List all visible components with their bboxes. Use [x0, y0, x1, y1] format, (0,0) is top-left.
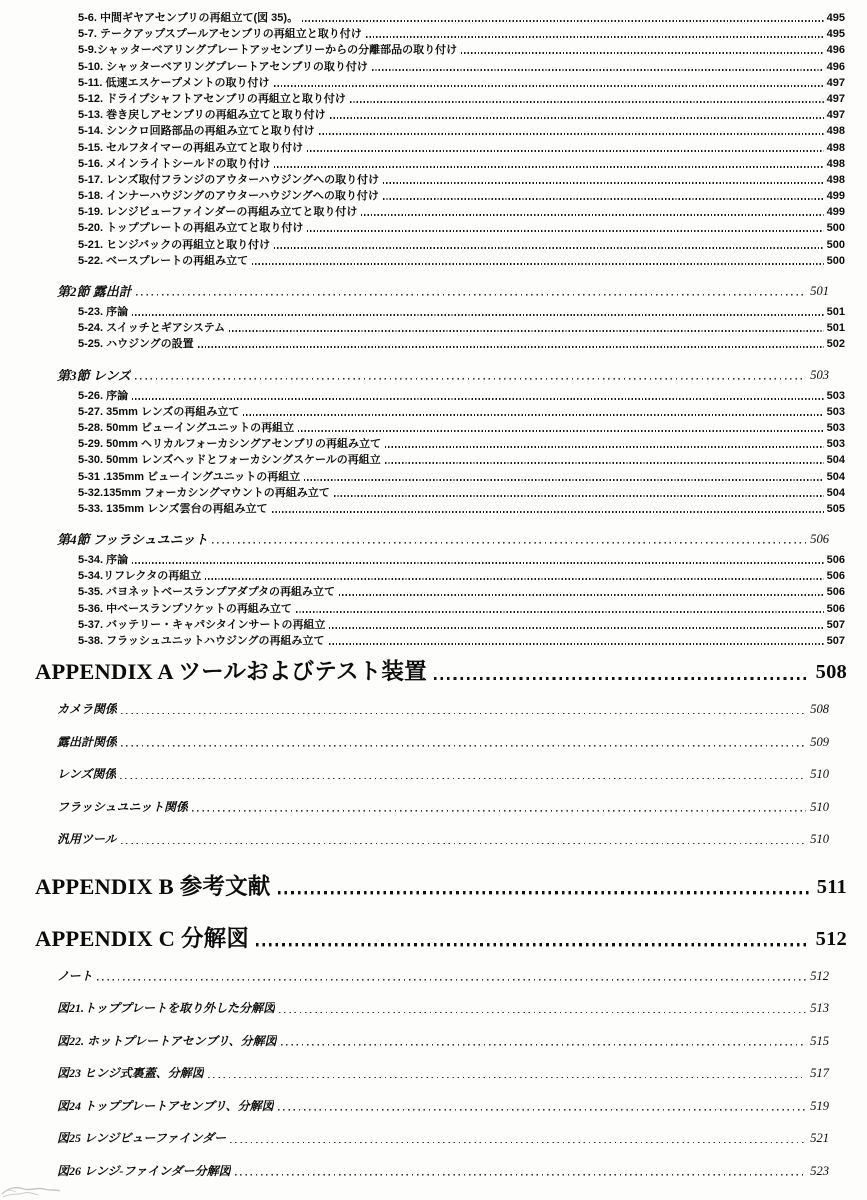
- toc-entry[interactable]: [78, 12, 845, 24]
- toc-entry-label: 5-33. 135mm レンズ雲台の再組み立て: [78, 502, 268, 515]
- toc-entry-page: 503: [826, 421, 845, 434]
- toc-entry-label: 5-24. スイッチとギアシステム: [78, 322, 226, 335]
- toc-entry-label: 図24 トッププレートアセンブリ、分解図: [57, 1099, 274, 1113]
- toc-entry-label: 5-29. 50mm ヘリカルフォーカシングアセンブリの再組み立て: [78, 438, 382, 451]
- toc-entry[interactable]: [57, 768, 829, 781]
- dot-leader: [434, 677, 810, 680]
- dot-leader: [385, 446, 824, 448]
- dot-leader: [132, 314, 824, 316]
- toc-entry[interactable]: [78, 603, 845, 615]
- toc-entry-page: 512: [810, 968, 829, 983]
- toc-entry[interactable]: [57, 736, 829, 749]
- dot-leader: [121, 713, 806, 715]
- dot-leader: [339, 594, 824, 596]
- toc-entry[interactable]: [78, 487, 845, 499]
- toc-entry-label: 第3節 レンズ: [57, 368, 132, 382]
- toc-entry-label: 5-32.135mm フォーカシングマウントの再組み立て: [78, 486, 330, 499]
- dot-leader: [274, 166, 823, 168]
- dot-leader: [132, 562, 824, 564]
- toc-entry-page: 503: [826, 405, 845, 418]
- toc-entry[interactable]: [78, 77, 845, 89]
- dot-leader: [296, 611, 824, 613]
- toc-entry-label: レンズ関係: [57, 768, 117, 782]
- toc-entry-label: 5-21. ヒンジバックの再組立と取り付け: [78, 238, 271, 251]
- toc-entry[interactable]: [78, 454, 845, 466]
- toc-entry-label: 図25 レンジビューファインダー: [57, 1132, 227, 1146]
- toc-entry-page: 508: [815, 661, 847, 684]
- dot-leader: [361, 214, 823, 216]
- toc-entry-label: 5-34. 序論: [78, 554, 129, 567]
- dot-leader: [302, 20, 824, 22]
- dot-leader: [136, 294, 806, 296]
- toc-entry-label: 図23 ヒンジ式裏蓋、分解図: [57, 1067, 204, 1081]
- toc-entry-label: 5-6. 中間ギヤアセンブリの再組立て(図 35)。: [78, 12, 299, 24]
- toc-entry-page: 521: [810, 1131, 829, 1146]
- toc-entry-page: 515: [810, 1033, 829, 1048]
- toc-entry-page: 495: [826, 28, 845, 41]
- toc-entry[interactable]: [78, 174, 845, 186]
- dot-leader: [372, 69, 824, 71]
- toc-entry[interactable]: [57, 1002, 829, 1015]
- toc-entry-page: 504: [826, 454, 845, 467]
- toc-entry[interactable]: [35, 874, 847, 900]
- dot-leader: [329, 627, 823, 629]
- toc-entry-label: 露出計関係: [57, 735, 118, 749]
- dot-leader: [97, 979, 807, 981]
- toc-entry-page: 498: [826, 125, 845, 138]
- dot-leader: [208, 1077, 807, 1079]
- dot-leader: [135, 378, 806, 380]
- toc-entry[interactable]: [78, 322, 845, 334]
- toc-entry-page: 499: [826, 190, 845, 203]
- toc-entry-label: 5-14. シンクロ回路部品の再組み立てと取り付け: [78, 125, 315, 138]
- toc-entry[interactable]: [78, 190, 845, 202]
- scan-smudge-artifact: [0, 1182, 70, 1200]
- toc-entry[interactable]: [78, 239, 845, 251]
- toc-entry-page: 519: [810, 1098, 829, 1113]
- toc-entry-page: 501: [826, 322, 845, 335]
- toc-entry-page: 500: [826, 238, 845, 251]
- toc-entry-label: 5-12. ドライブシャフトアセンブリの再組立と取り付け: [78, 92, 346, 105]
- toc-entry-label: 5-18. インナーハウジングのアウターハウジングへの取り付け: [78, 190, 379, 203]
- toc-entry-page: 503: [810, 367, 829, 382]
- toc-entry-label: APPENDIX C 分解図: [35, 925, 250, 951]
- dot-leader: [281, 1044, 807, 1046]
- toc-entry-page: 505: [826, 502, 845, 515]
- toc-entry-label: APPENDIX B 参考文献: [35, 873, 271, 899]
- toc-entry-label: 5-13. 巻き戻しアセンブリの再組み立てと取り付け: [78, 109, 326, 122]
- toc-entry[interactable]: [78, 255, 845, 267]
- toc-entry[interactable]: [78, 158, 845, 170]
- toc-entry[interactable]: [78, 93, 845, 105]
- toc-entry-page: 502: [826, 338, 845, 351]
- toc-entry[interactable]: [78, 306, 845, 318]
- dot-leader: [198, 346, 824, 348]
- toc-entry-label: 5-16. メインライトシールドの取り付け: [78, 157, 271, 170]
- dot-leader: [235, 1174, 807, 1176]
- toc-entry[interactable]: [78, 338, 845, 350]
- toc-entry-page: 497: [826, 76, 845, 89]
- toc-entry-label: 図21.トッププレートを取り外した分解図: [57, 1002, 276, 1016]
- toc-entry-label: 5-30. 50mm レンズヘッドとフォーカシングスケールの再組立: [78, 454, 381, 467]
- toc-entry-label: 第2節 露出計: [57, 285, 132, 298]
- toc-entry[interactable]: [78, 422, 845, 434]
- dot-leader: [307, 230, 823, 232]
- toc-entry-label: 5-23. 序論: [78, 306, 129, 318]
- toc-entry[interactable]: [78, 635, 845, 647]
- dot-leader: [229, 330, 823, 332]
- toc-entry-page: 506: [826, 602, 845, 615]
- dot-leader: [461, 52, 824, 54]
- toc-entry-label: 5-34.リフレクタの再組立: [78, 570, 202, 583]
- toc-entry-page: 506: [826, 554, 845, 567]
- toc-entry-page: 496: [826, 60, 845, 73]
- toc-entry[interactable]: [78, 570, 845, 582]
- dot-leader: [252, 263, 824, 265]
- toc-entry-label: 5-20. トッププレートの再組み立てと取り付け: [78, 222, 304, 235]
- toc-entry-page: 507: [826, 635, 845, 647]
- toc-entry[interactable]: [78, 28, 845, 40]
- toc-entry[interactable]: [78, 586, 845, 598]
- toc-entry-page: 498: [826, 141, 845, 154]
- dot-leader: [304, 479, 823, 481]
- dot-leader: [298, 430, 824, 432]
- dot-leader: [205, 578, 823, 580]
- toc-entry-page: 506: [826, 586, 845, 599]
- dot-leader: [274, 247, 824, 249]
- toc-entry-label: ノート: [57, 969, 93, 983]
- dot-leader: [350, 101, 824, 103]
- toc-entry-page: 506: [810, 532, 829, 547]
- toc-entry[interactable]: [78, 44, 845, 56]
- dot-leader: [256, 943, 810, 946]
- toc-entry[interactable]: [57, 1035, 829, 1048]
- toc-entry-page: 509: [810, 734, 829, 749]
- toc-entry[interactable]: [78, 406, 845, 418]
- toc-entry-page: 497: [826, 92, 845, 105]
- dot-leader: [329, 643, 824, 645]
- toc-entry-label: フラッシュユニット関係: [57, 800, 189, 814]
- toc-entry-page: 510: [810, 832, 829, 847]
- toc-entry[interactable]: [57, 1165, 829, 1178]
- toc-entry-label: 5-7. テークアップスプールアセンブリの再組立と取り付け: [78, 28, 362, 41]
- dot-leader: [278, 1109, 807, 1111]
- toc-entry-page: 504: [826, 486, 845, 499]
- toc-entry-page: 511: [816, 875, 847, 898]
- toc-entry[interactable]: [78, 222, 845, 234]
- dot-leader: [120, 778, 806, 780]
- dot-leader: [132, 398, 824, 400]
- toc-entry[interactable]: [35, 659, 847, 685]
- toc-entry[interactable]: [57, 1100, 829, 1113]
- toc-entry[interactable]: [57, 1132, 829, 1145]
- toc-entry-page: 503: [826, 438, 845, 451]
- toc-entry[interactable]: [78, 142, 845, 154]
- toc-entry-label: 5-37. バッテリー・キャパシタインサートの再組立: [78, 618, 326, 631]
- dot-leader: [319, 133, 824, 135]
- toc-entry-page: 496: [826, 44, 845, 57]
- toc-entry-label: 5-19. レンジビューファインダーの再組み立てと取り付け: [78, 206, 358, 219]
- toc-entry-page: 503: [826, 389, 845, 402]
- toc-entry[interactable]: [78, 390, 845, 402]
- dot-leader: [274, 85, 824, 87]
- toc-entry[interactable]: [57, 703, 829, 716]
- toc-entry[interactable]: [78, 61, 845, 73]
- toc-entry-label: 5-10. シャッターベアリングプレートアセンブリの取り付け: [78, 60, 368, 73]
- toc-entry-page: 512: [815, 927, 847, 950]
- toc-entry-label: 5-31 .135mm ビューイングユニットの再組立: [78, 470, 301, 483]
- toc-entry[interactable]: [57, 801, 829, 814]
- toc-entry-page: 523: [810, 1163, 829, 1178]
- toc-entry-label: 5-35. バヨネットベースランプアダプタの再組み立て: [78, 586, 336, 599]
- toc-entry-label: 図22. ホットプレートアセンブリ、分解図: [57, 1034, 277, 1048]
- dot-leader: [212, 542, 806, 544]
- toc-entry[interactable]: [78, 206, 845, 218]
- toc-entry[interactable]: [57, 533, 829, 546]
- toc-entry-label: APPENDIX A ツールおよびテスト装置: [35, 659, 427, 685]
- dot-leader: [243, 414, 823, 416]
- toc-entry[interactable]: [57, 285, 829, 298]
- dot-leader: [366, 36, 824, 38]
- toc-entry-label: 汎用ツール: [57, 833, 117, 847]
- toc-entry-page: 507: [826, 618, 845, 631]
- dot-leader: [192, 810, 806, 812]
- toc-entry-page: 510: [810, 767, 829, 782]
- toc-entry-label: 5-15. セルフタイマーの再組み立てと取り付け: [78, 141, 304, 154]
- toc-entry-page: 498: [826, 157, 845, 170]
- toc-entry[interactable]: [78, 471, 845, 483]
- dot-leader: [307, 150, 824, 152]
- toc-entry-page: 510: [810, 799, 829, 814]
- toc-entry[interactable]: [78, 109, 845, 121]
- toc-list: [0, 12, 867, 1197]
- dot-leader: [383, 182, 824, 184]
- dot-leader: [330, 117, 824, 119]
- toc-entry-label: 5-25. ハウジングの設置: [78, 338, 194, 351]
- dot-leader: [279, 1012, 806, 1014]
- toc-entry-page: 498: [826, 173, 845, 186]
- toc-entry[interactable]: [57, 369, 829, 382]
- dot-leader: [230, 1142, 806, 1144]
- toc-entry[interactable]: [57, 833, 829, 846]
- toc-entry-page: 501: [810, 284, 829, 298]
- toc-entry-label: 5-17. レンズ取付フランジのアウターハウジングへの取り付け: [78, 173, 380, 186]
- dot-leader: [121, 745, 806, 747]
- dot-leader: [383, 198, 824, 200]
- toc-entry-label: 図26 レンジ-ファインダー分解図: [57, 1164, 231, 1178]
- toc-entry-page: 500: [826, 254, 845, 267]
- toc-entry[interactable]: [57, 970, 829, 983]
- toc-entry-label: 第4節 フッラシュユニット: [57, 533, 209, 547]
- toc-entry-label: 5-38. フラッシュユニットハウジングの再組み立て: [78, 635, 325, 647]
- toc-entry[interactable]: [78, 619, 845, 631]
- toc-entry-page: 513: [810, 1001, 829, 1016]
- toc-entry[interactable]: [78, 438, 845, 450]
- toc-entry[interactable]: [57, 1067, 829, 1080]
- toc-entry[interactable]: [78, 554, 845, 566]
- toc-entry-label: 5-27. 35mm レンズの再組み立て: [78, 405, 240, 418]
- toc-entry-label: カメラ関係: [57, 703, 118, 717]
- toc-entry-page: 495: [826, 12, 845, 24]
- toc-entry[interactable]: [78, 503, 845, 515]
- toc-entry-page: 517: [810, 1066, 829, 1081]
- dot-leader: [272, 511, 824, 513]
- toc-entry-page: 500: [826, 222, 845, 235]
- dot-leader: [334, 495, 824, 497]
- toc-entry-page: 501: [826, 306, 845, 318]
- toc-entry-label: 5-22. ベースプレートの再組み立て: [78, 254, 249, 267]
- toc-entry-page: 506: [826, 570, 845, 583]
- toc-entry-page: 499: [826, 206, 845, 219]
- toc-entry-page: 497: [826, 109, 845, 122]
- toc-entry[interactable]: [78, 125, 845, 137]
- dot-leader: [385, 462, 824, 464]
- toc-entry-label: 5-26. 序論: [78, 389, 129, 402]
- dot-leader: [278, 891, 811, 894]
- toc-entry-page: 508: [810, 702, 829, 717]
- toc-entry-page: 504: [826, 470, 845, 483]
- toc-entry-label: 5-36. 中ベースランプソケットの再組み立て: [78, 602, 292, 615]
- toc-entry[interactable]: [35, 926, 847, 952]
- toc-entry-label: 5-9.シャッターベアリングプレートアッセンブリーからの分離部品の取り付け: [78, 44, 458, 57]
- dot-leader: [121, 843, 806, 845]
- toc-entry-label: 5-11. 低速エスケープメントの取り付け: [78, 76, 270, 89]
- toc-entry-label: 5-28. 50mm ビューイングユニットの再組立: [78, 421, 295, 434]
